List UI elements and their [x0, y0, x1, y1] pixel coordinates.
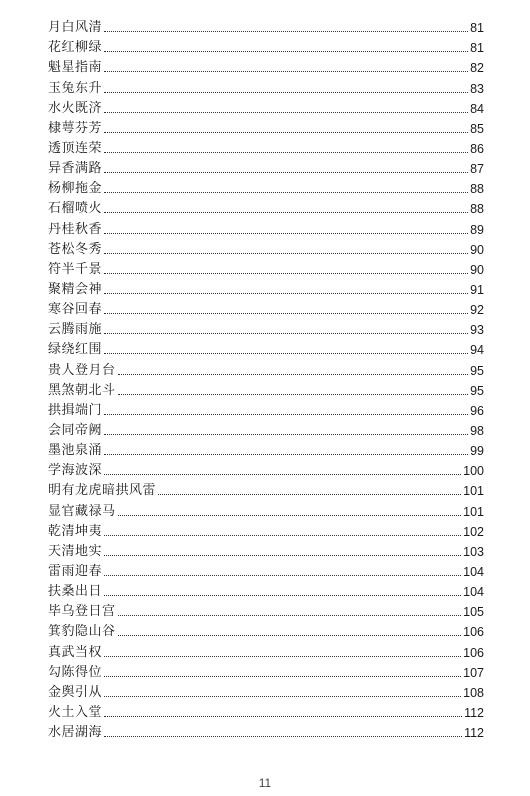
toc-entry-page-number: 106 [463, 645, 484, 660]
toc-entry-title: 墨池泉涌 [48, 443, 103, 459]
toc-entry-page-number: 106 [463, 625, 484, 640]
toc-entry-title: 寒谷回春 [48, 302, 103, 318]
toc-entry-page-number: 107 [463, 665, 484, 680]
dot-leader [118, 615, 462, 616]
dot-leader [104, 333, 468, 334]
toc-entry-page-number: 98 [470, 423, 484, 438]
toc-entry-title: 金舆引从 [48, 684, 103, 700]
dot-leader [104, 353, 468, 354]
toc-entry-title: 扶桑出日 [48, 584, 103, 600]
toc-entry-page-number: 82 [470, 61, 484, 76]
toc-entry-page-number: 99 [470, 444, 484, 459]
toc-entry-title: 明有龙虎暗拱风雷 [48, 483, 157, 499]
toc-entry-page-number: 85 [470, 121, 484, 136]
toc-entry-title: 透顶连荣 [48, 140, 103, 156]
toc-entry-title: 棣萼芬芳 [48, 120, 103, 136]
toc-entry-title: 雷雨迎春 [48, 563, 103, 579]
toc-entry-title: 拱揖端门 [48, 402, 103, 418]
toc-entry-title: 魁星指南 [48, 60, 103, 76]
toc-entry-title: 黑煞朝北斗 [48, 382, 116, 398]
toc-entry-title: 异香满路 [48, 161, 103, 177]
toc-entry[interactable] [48, 540, 484, 560]
dot-leader [104, 676, 461, 677]
page-number: 11 [258, 776, 272, 790]
toc-entry[interactable] [48, 721, 484, 741]
dot-leader [104, 535, 461, 536]
toc-entry[interactable] [48, 661, 484, 681]
dot-leader [104, 293, 468, 294]
toc-entry-title: 显官藏禄马 [48, 503, 116, 519]
toc-entry[interactable] [48, 459, 484, 479]
dot-leader [104, 71, 468, 72]
toc-entry[interactable] [48, 278, 484, 298]
dot-leader [104, 696, 461, 697]
toc-entry-page-number: 90 [470, 262, 484, 277]
toc-entry-title: 月白风清 [48, 20, 103, 36]
toc-entry-page-number: 105 [463, 605, 484, 620]
toc-entry[interactable] [48, 177, 484, 197]
toc-entry-page-number: 87 [470, 162, 484, 177]
toc-entry[interactable] [48, 97, 484, 117]
toc-entry[interactable] [48, 238, 484, 258]
toc-entry[interactable] [48, 600, 484, 620]
toc-entry-title: 丹桂秋香 [48, 221, 103, 237]
toc-entry[interactable] [48, 620, 484, 640]
dot-leader [104, 656, 461, 657]
toc-entry-page-number: 104 [463, 585, 484, 600]
toc-entry-title: 石榴喷火 [48, 201, 103, 217]
toc-entry[interactable] [48, 399, 484, 419]
dot-leader [104, 132, 468, 133]
toc-entry-title: 天清地实 [48, 543, 103, 559]
toc-entry-page-number: 104 [463, 564, 484, 579]
toc-entry-title: 绿绕红围 [48, 342, 103, 358]
toc-entry[interactable] [48, 520, 484, 540]
dot-leader [104, 595, 461, 596]
toc-entry-title: 勾陈得位 [48, 664, 103, 680]
toc-entry-page-number: 92 [470, 303, 484, 318]
toc-entry[interactable] [48, 56, 484, 76]
toc-entry[interactable] [48, 419, 484, 439]
toc-entry[interactable] [48, 379, 484, 399]
toc-entry-title: 符半千景 [48, 261, 103, 277]
dot-leader [158, 494, 461, 495]
toc-entry[interactable] [48, 16, 484, 36]
dot-leader [104, 474, 461, 475]
dot-leader [118, 515, 462, 516]
toc-entry[interactable] [48, 640, 484, 660]
toc-entry-title: 花红柳绿 [48, 40, 103, 56]
toc-entry-page-number: 102 [463, 524, 484, 539]
toc-entry-page-number: 88 [470, 202, 484, 217]
toc-entry-page-number: 91 [470, 282, 484, 297]
toc-entry-title: 毕乌登日宫 [48, 604, 116, 620]
toc-entry-title: 真武当权 [48, 644, 103, 660]
dot-leader [118, 374, 469, 375]
toc-entry[interactable] [48, 258, 484, 278]
toc-entry[interactable] [48, 439, 484, 459]
dot-leader [104, 192, 468, 193]
toc-entry-title: 聚精会神 [48, 281, 103, 297]
toc-entry-title: 火土入堂 [48, 704, 103, 720]
dot-leader [104, 736, 462, 737]
dot-leader [104, 555, 461, 556]
dot-leader [104, 575, 461, 576]
toc-entry[interactable] [48, 117, 484, 137]
dot-leader [104, 273, 468, 274]
toc-entry-title: 水火既济 [48, 100, 103, 116]
toc-entry-page-number: 95 [470, 363, 484, 378]
toc-entry[interactable] [48, 157, 484, 177]
toc-entry-page-number: 100 [463, 464, 484, 479]
toc-entry[interactable] [48, 137, 484, 157]
toc-entry-page-number: 112 [464, 726, 484, 741]
toc-entry-page-number: 90 [470, 242, 484, 257]
toc-entry[interactable] [48, 76, 484, 96]
dot-leader [104, 253, 468, 254]
toc-entry-title: 水居湖海 [48, 725, 103, 741]
toc-entry-title: 贵人登月台 [48, 362, 116, 378]
toc-entry[interactable] [48, 681, 484, 701]
toc-entry-page-number: 112 [464, 705, 484, 720]
toc-entry-page-number: 93 [470, 323, 484, 338]
toc-entry-title: 箕豹隐山谷 [48, 624, 116, 640]
toc-entry[interactable] [48, 358, 484, 378]
dot-leader [104, 313, 468, 314]
dot-leader [104, 716, 462, 717]
dot-leader [104, 31, 468, 32]
toc-entry-page-number: 83 [470, 81, 484, 96]
toc-entry[interactable] [48, 560, 484, 580]
toc-entry-title: 杨柳拖金 [48, 181, 103, 197]
toc-entry-title: 玉兔东升 [48, 80, 103, 96]
dot-leader [104, 152, 468, 153]
toc-entry-page-number: 81 [470, 41, 484, 56]
toc-entry-page-number: 96 [470, 403, 484, 418]
toc-entry-title: 乾清坤夷 [48, 523, 103, 539]
dot-leader [104, 414, 468, 415]
toc-entry-page-number: 84 [470, 101, 484, 116]
toc-entry-title: 云腾雨施 [48, 322, 103, 338]
toc-entry[interactable] [48, 36, 484, 56]
toc-entry-page-number: 103 [463, 544, 484, 559]
toc-entry[interactable] [48, 298, 484, 318]
toc-entry-page-number: 86 [470, 141, 484, 156]
dot-leader [104, 172, 468, 173]
dot-leader [104, 112, 468, 113]
toc-entry-page-number: 108 [463, 685, 484, 700]
dot-leader [118, 635, 462, 636]
dot-leader [104, 51, 468, 52]
toc-entry[interactable] [48, 318, 484, 338]
toc-entry-title: 会同帝阙 [48, 422, 103, 438]
toc-entry-page-number: 101 [463, 484, 484, 499]
toc-entry-title: 学海波深 [48, 463, 103, 479]
toc-entry[interactable] [48, 217, 484, 237]
dot-leader [118, 394, 469, 395]
table-of-contents [48, 16, 484, 741]
toc-entry[interactable] [48, 479, 484, 499]
toc-entry-page-number: 94 [470, 343, 484, 358]
dot-leader [104, 434, 468, 435]
toc-entry-page-number: 95 [470, 383, 484, 398]
toc-entry[interactable] [48, 499, 484, 519]
dot-leader [104, 454, 468, 455]
toc-entry[interactable] [48, 338, 484, 358]
dot-leader [104, 233, 468, 234]
dot-leader [104, 212, 468, 213]
toc-entry[interactable] [48, 701, 484, 721]
toc-entry[interactable] [48, 580, 484, 600]
toc-entry-page-number: 88 [470, 182, 484, 197]
toc-entry-page-number: 81 [470, 21, 484, 36]
toc-entry-page-number: 89 [470, 222, 484, 237]
toc-entry[interactable] [48, 197, 484, 217]
toc-entry-page-number: 101 [463, 504, 484, 519]
toc-entry-title: 苍松冬秀 [48, 241, 103, 257]
dot-leader [104, 92, 468, 93]
